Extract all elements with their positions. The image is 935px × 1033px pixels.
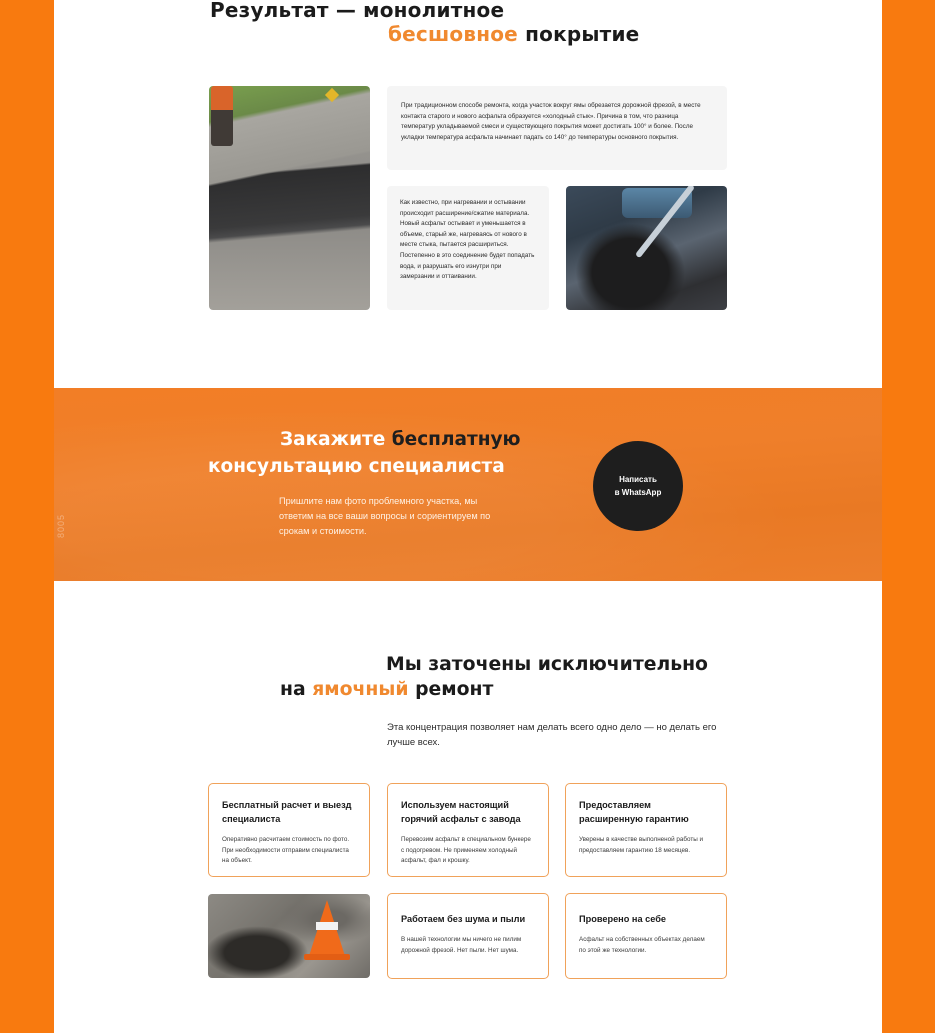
- feature-text: Асфальт на собственных объектах делаем по этой же технологии.: [579, 936, 705, 954]
- consultation-text: Пришлите нам фото проблемного участка, мы ответим на все ваши вопросы и сориентируем по срокам и стоимости.: [279, 496, 491, 536]
- feature-text: Перевозим асфальт в специальном бункере с подогревом. Не применяем холодный асфальт, фал и крошку.: [401, 836, 531, 864]
- cold-joint-info-card: [387, 86, 727, 170]
- whatsapp-button[interactable]: [593, 441, 683, 531]
- result-heading: [210, 0, 730, 46]
- feature-card-tested: [565, 893, 727, 979]
- feature-title: Предоставляем расширенную гарантию: [579, 800, 689, 824]
- consultation-band: [54, 388, 882, 581]
- result-heading-line2: [210, 22, 730, 46]
- side-watermark: 8005: [56, 513, 66, 538]
- road-repair-photo: [209, 86, 370, 310]
- specialization-subtitle: Эта концентрация позволяет нам делать всего одно дело — но делать его лучше всех.: [387, 722, 717, 748]
- road-sign: [325, 88, 339, 102]
- specialization-heading-line1: Мы заточены исключительно: [386, 654, 708, 675]
- consultation-heading-dark: бесплатную: [391, 429, 521, 450]
- feature-text: Уверены в качестве выполненой работы и предоставляем гарантию 18 месяцев.: [579, 836, 704, 854]
- consultation-heading-white: Закажите: [280, 429, 392, 450]
- specialization-heading-line2: [280, 679, 493, 700]
- feature-card-warranty: [565, 783, 727, 877]
- feature-card-hot-asphalt: [387, 783, 549, 877]
- specialization-accent: ямочный: [312, 679, 409, 700]
- consultation-heading-line2: консультацию специалиста: [208, 456, 505, 477]
- feature-card-free-estimate: [208, 783, 370, 877]
- specialization-suffix: ремонт: [408, 679, 494, 700]
- whatsapp-button-line1: Написать: [619, 475, 657, 484]
- asphalt-laying-photo: [566, 186, 727, 310]
- specialization-prefix: на: [280, 679, 313, 700]
- whatsapp-button-line2: в WhatsApp: [614, 488, 662, 497]
- feature-title: Проверено на себе: [579, 914, 666, 924]
- feature-title: Используем настоящий горячий асфальт с завода: [401, 800, 521, 824]
- feature-card-no-noise: [387, 893, 549, 979]
- expansion-info-card: [387, 186, 549, 310]
- consultation-heading: [208, 426, 628, 480]
- result-heading-rest: покрытие: [517, 22, 640, 46]
- specialization-heading: [280, 652, 750, 702]
- feature-title: Бесплатный расчет и выезд специалиста: [222, 800, 352, 824]
- feature-text: Оперативно расчитаем стоимость по фото. При необходимости отправим специалиста на объект.: [222, 836, 350, 864]
- worker-figure: [211, 86, 233, 146]
- feature-title: Работаем без шума и пыли: [401, 914, 526, 924]
- cold-joint-text: При традиционном способе ремонта, когда участок вокруг ямы обрезается дорожной фрезой, в месте контакта старого и нового асфальта образуется «холодный стык». Причина в том, что разница температур укладываемой смеси и существующего покрытия может достигать 100° и более. После укладки температура асфальта начинает падать со 140° до температуры основного покрытия.: [401, 102, 701, 141]
- consultation-heading-line1: [208, 426, 628, 453]
- result-heading-accent: бесшовное: [388, 22, 518, 46]
- result-heading-line1: Результат — монолитное: [210, 0, 505, 22]
- expansion-text: Как известно, при нагревании и остывании происходит расширение/сжатие материала. Новый асфальт остывает и уменьшается в объеме, старый же, нагреваясь от нового в месте стыка, пытается расшириться. Постепенно в это соединение будет попадать вода, и разрушать его изнутри при замерзании и оттаивании.: [400, 199, 535, 281]
- cone-stripe: [316, 922, 338, 930]
- feature-text: В нашей технологии мы ничего не пилим дорожной фрезой. Нет пыли. Нет шума.: [401, 936, 522, 954]
- traffic-cone-photo: [208, 894, 370, 978]
- whatsapp-button-label: [615, 473, 662, 499]
- landing-page: [54, 0, 882, 1033]
- cone-base: [304, 954, 350, 960]
